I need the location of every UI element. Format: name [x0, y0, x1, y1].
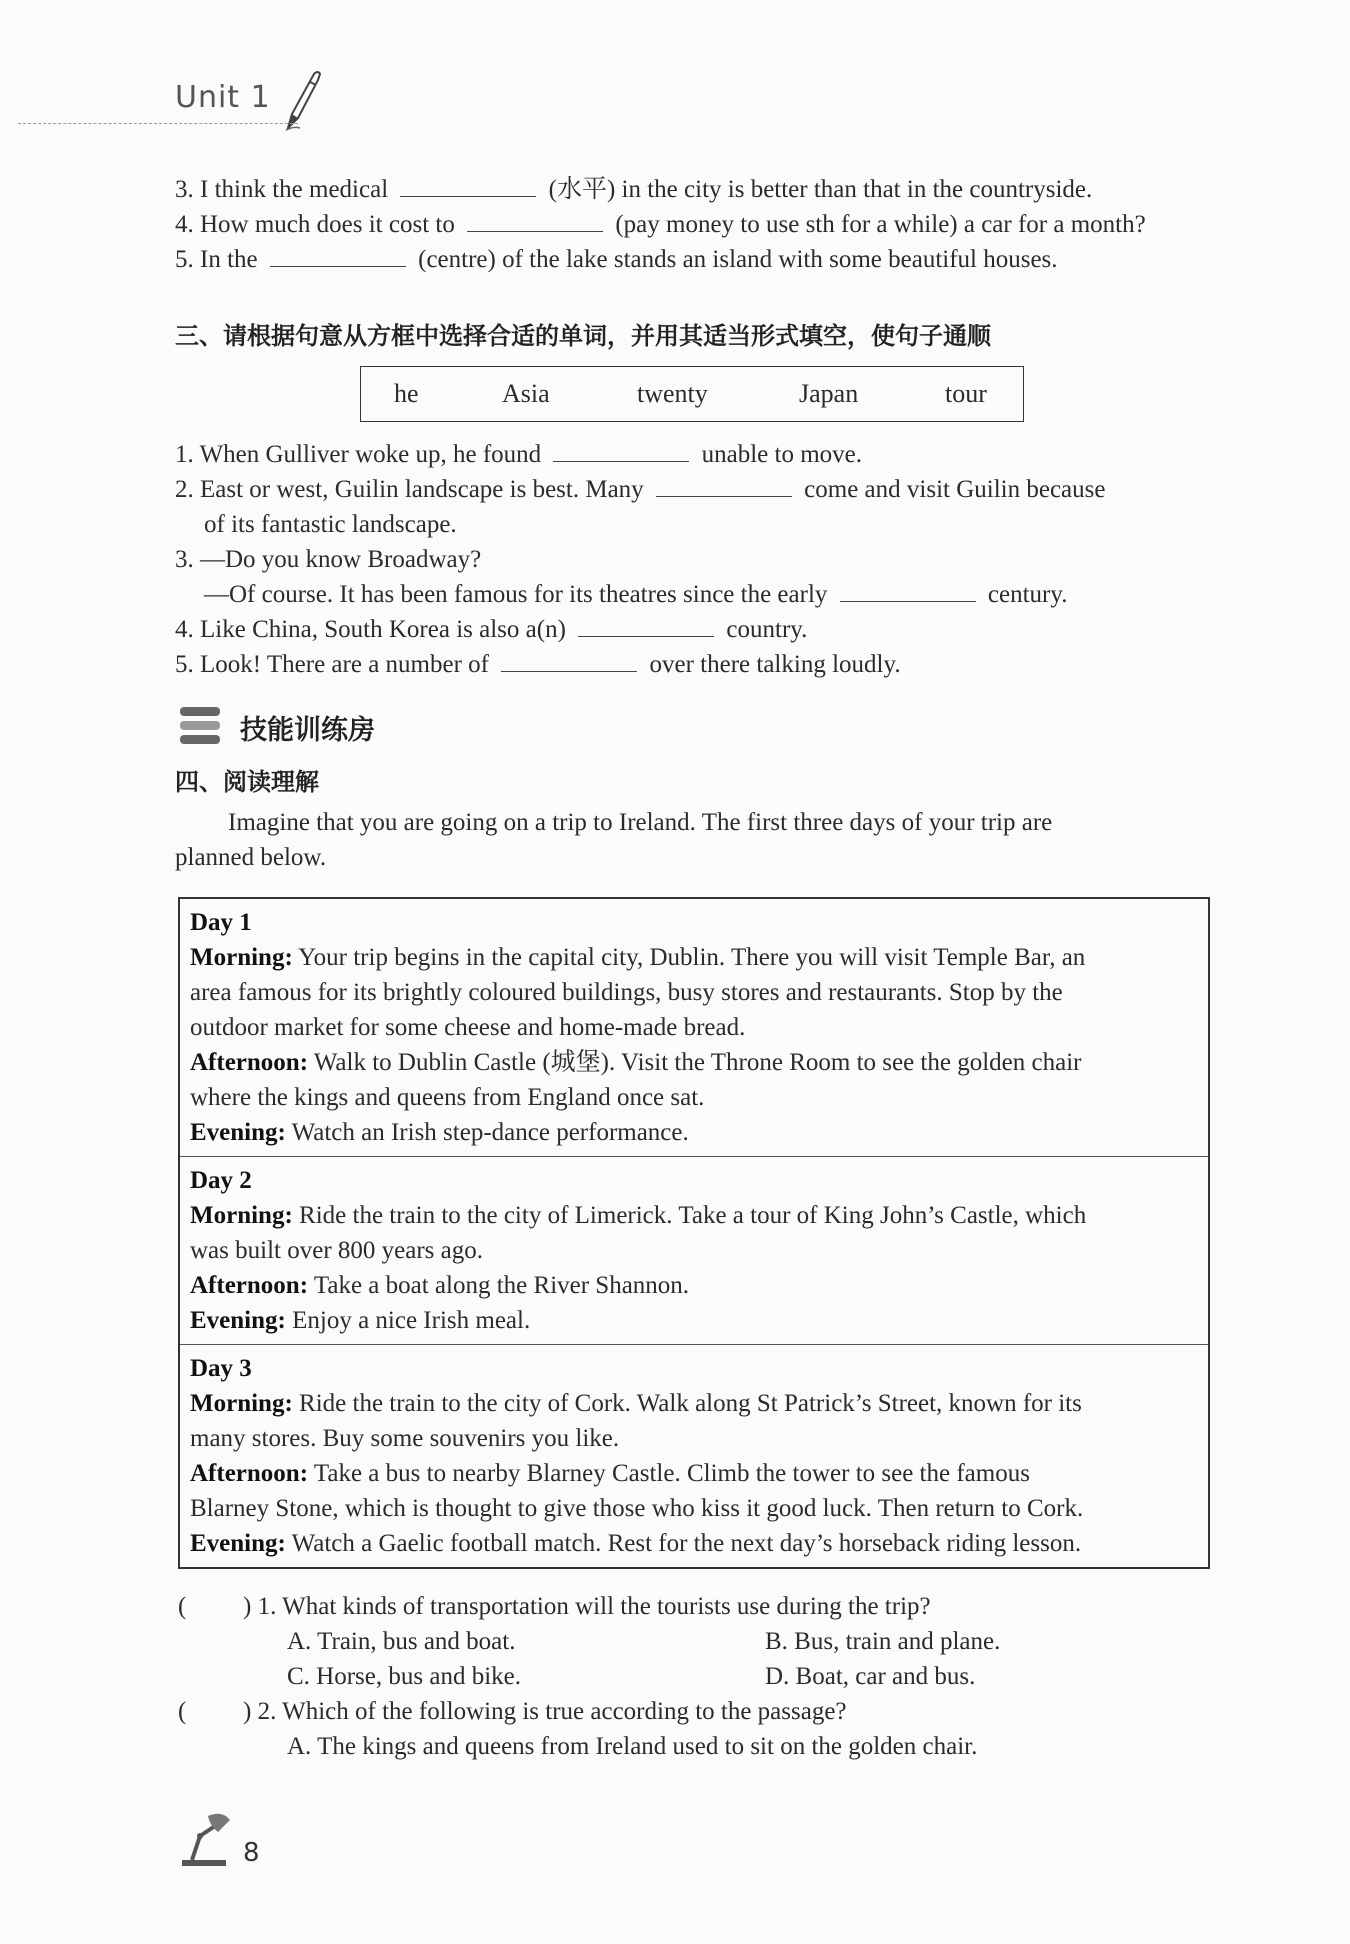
answer-paren[interactable]: ( [178, 1593, 187, 1620]
skills-title: 技能训练房 [240, 715, 375, 746]
s3-item-3: 3. —Do you know Broadway? [175, 546, 482, 573]
q1-option-c[interactable]: C. Horse, bus and bike. [287, 1663, 521, 1690]
answer-blank[interactable] [656, 474, 792, 497]
q1-option-a[interactable]: A. Train, bus and boat. [287, 1628, 516, 1655]
unit-title: Unit 1 [175, 80, 271, 115]
day-title: Day 2 [190, 1167, 252, 1194]
answer-blank[interactable] [501, 649, 637, 672]
word-option: Asia [502, 379, 550, 408]
desk-lamp-icon [178, 1810, 234, 1870]
section4-heading: 四、阅读理解 [175, 768, 319, 796]
header-rule [18, 123, 298, 124]
day-3-panel: Day 3 Morning: Ride the train to the city of Cork. Walk along St Patrick’s Street, known for its many stores. Buy some souvenirs you like. Afternoon: Take a bus to nearby Blarney Castle. Climb the tower to see the famous Blarney Stone, which is thought to give those who kiss it good luck. Then return to Cork. Evening: Watch a Gaelic football match. Rest for the next day’s horseback riding lesson. [190, 1355, 1084, 1557]
q1-option-d[interactable]: D. Boat, car and bus. [765, 1663, 976, 1690]
s3-item-2-cont: of its fantastic landscape. [204, 511, 457, 538]
q2-option-a[interactable]: A. The kings and queens from Ireland used to sit on the golden chair. [287, 1733, 978, 1760]
answer-blank[interactable] [578, 614, 714, 637]
s3-item-1: 1. When Gulliver woke up, he found unable to move. [175, 441, 863, 468]
day-title: Day 1 [190, 909, 252, 936]
skills-section-icon [178, 704, 222, 746]
answer-blank[interactable] [840, 579, 976, 602]
s3-item-4: 4. Like China, South Korea is also a(n) country. [175, 616, 808, 643]
word-option: tour [945, 379, 987, 408]
answer-blank[interactable] [270, 244, 406, 267]
question-1-stem: ) 1. What kinds of transportation will the tourists use during the trip? [243, 1593, 931, 1620]
word-box [360, 366, 1024, 422]
word-option: twenty [637, 379, 708, 408]
day-1-panel: Day 1 Morning: Your trip begins in the capital city, Dublin. There you will visit Temple Bar, an area famous for its brightly coloured buildings, busy stores and restaurants. Stop by the outdoor market for some cheese and home-made bread. Afternoon: Walk to Dublin Castle (城堡). Visit the Throne Room to see the golden chair where the kings and queens from England once sat. Evening: Watch an Irish step-dance performance. [180, 899, 1208, 1157]
page-number: 8 [243, 1838, 260, 1868]
s2-item-4: 4. How much does it cost to (pay money to use sth for a while) a car for a month? [175, 211, 1146, 238]
answer-blank[interactable] [400, 174, 536, 197]
intro-line-2: planned below. [175, 844, 327, 871]
answer-paren[interactable]: ( [178, 1698, 187, 1725]
q1-option-b[interactable]: B. Bus, train and plane. [765, 1628, 1001, 1655]
answer-blank[interactable] [467, 209, 603, 232]
day-title: Day 3 [190, 1355, 252, 1382]
intro-line-1: Imagine that you are going on a trip to Ireland. The first three days of your trip are [228, 809, 1053, 836]
section3-heading: 三、请根据句意从方框中选择合适的单词，并用其适当形式填空，使句子通顺 [175, 322, 991, 350]
question-2-stem: ) 2. Which of the following is true according to the passage? [243, 1698, 847, 1725]
s2-item-5: 5. In the (centre) of the lake stands an island with some beautiful houses. [175, 246, 1058, 273]
word-option: he [394, 379, 419, 408]
day-2-panel: Day 2 Morning: Ride the train to the city of Limerick. Take a tour of King John’s Castle, which was built over 800 years ago. Afternoon: Take a boat along the River Shannon. Evening: Enjoy a nice Irish meal. [180, 1157, 1208, 1345]
pen-icon [280, 68, 322, 134]
trip-plan-table [178, 897, 1210, 1569]
s3-item-2: 2. East or west, Guilin landscape is best. Many come and visit Guilin because [175, 476, 1106, 503]
word-option: Japan [799, 379, 859, 408]
s2-item-3: 3. I think the medical (水平) in the city is better than that in the countryside. [175, 176, 1093, 203]
answer-blank[interactable] [553, 439, 689, 462]
s3-item-5: 5. Look! There are a number of over there talking loudly. [175, 651, 901, 678]
s3-item-3-answer: —Of course. It has been famous for its theatres since the early century. [204, 581, 1068, 608]
